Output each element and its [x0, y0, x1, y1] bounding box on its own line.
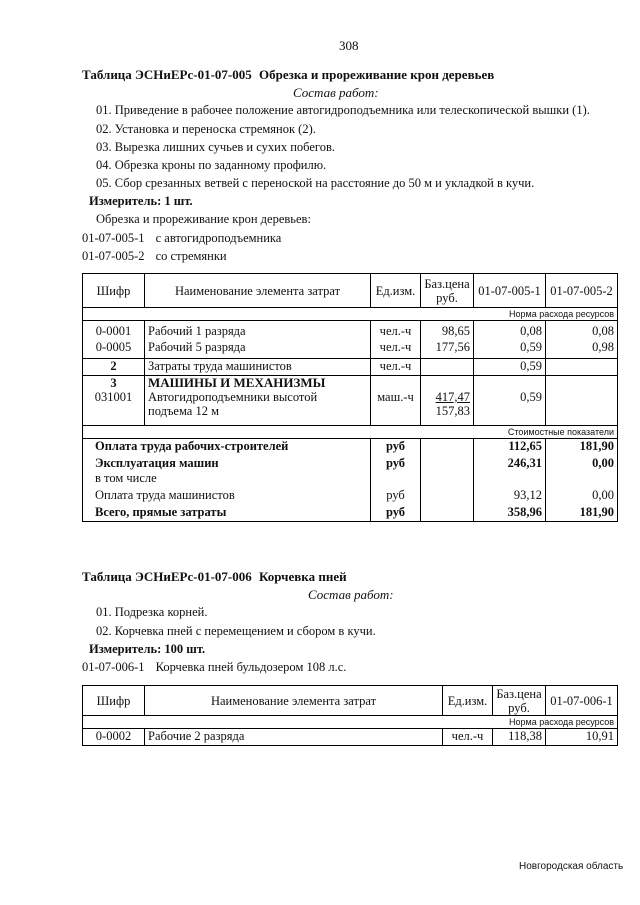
- norma-label: Норма расхода ресурсов: [83, 308, 618, 321]
- cost-unit: руб: [371, 505, 421, 522]
- cost-unit: руб: [371, 456, 421, 471]
- header-col1: 01-07-006-1: [546, 686, 618, 716]
- header-shifr: Шифр: [83, 274, 145, 308]
- row-name: Рабочий 5 разряда: [145, 340, 371, 359]
- row-name: Рабочие 2 разряда: [145, 729, 443, 746]
- row-unit: чел.-ч: [371, 359, 421, 376]
- table-row: [83, 359, 618, 376]
- row-unit: чел.-ч: [371, 340, 421, 359]
- row-v1: 0,59: [474, 340, 546, 359]
- header-col1: 01-07-005-1: [474, 274, 546, 308]
- cost-v2: [546, 471, 618, 488]
- row-price: 118,38: [493, 729, 546, 746]
- table2: [82, 685, 618, 746]
- header-price: [421, 274, 474, 308]
- cost-unit: руб: [371, 439, 421, 456]
- header-price: [493, 686, 546, 716]
- header-name: Наименование элемента затрат: [145, 274, 371, 308]
- table1-step: 01. Приведение в рабочее положение автогидроподъемника или телескопической вышки (1).: [96, 103, 590, 117]
- mach-price2: 157,83: [435, 404, 470, 418]
- table2-header: [83, 686, 618, 716]
- table1-variant: [82, 249, 227, 264]
- table2-izmeritel: Измеритель: 100 шт.: [89, 642, 206, 656]
- table1-header: [83, 274, 618, 308]
- cost-v1: 246,31: [474, 456, 546, 471]
- row-v1: 10,91: [546, 729, 618, 746]
- variant-code: 01-07-005-2: [82, 249, 145, 263]
- table-row: [83, 729, 618, 746]
- cost-v2: 0,00: [546, 456, 618, 471]
- stoim-label: Стоимостные показатели: [83, 426, 618, 439]
- cost-name: Эксплуатация машин: [83, 456, 371, 471]
- table1-step: 05. Сбор срезанных ветвей с переноской на расстояние до 50 м и укладкой в кучи.: [96, 176, 535, 190]
- header-col2: 01-07-005-2: [546, 274, 618, 308]
- variant-code: 01-07-005-1: [82, 231, 145, 245]
- mach-num: 3: [110, 376, 117, 390]
- table1-title: [82, 67, 494, 83]
- table1-step: 04. Обрезка кроны по заданному профилю.: [96, 158, 327, 172]
- row-code: 2: [83, 359, 145, 376]
- row-price: 177,56: [421, 340, 474, 359]
- table2-step: 02. Корчевка пней с перемещением и сбором в кучи.: [96, 624, 376, 638]
- row-price: [421, 376, 474, 426]
- row-unit: чел.-ч: [371, 321, 421, 340]
- norma-label: Норма расхода ресурсов: [83, 716, 618, 729]
- table2-title: [82, 569, 347, 585]
- variant-text: со стремянки: [155, 249, 227, 263]
- cost-row: [83, 488, 618, 505]
- cost-v1: 93,12: [474, 488, 546, 505]
- row-code: 0-0002: [83, 729, 145, 746]
- table2-step: 01. Подрезка корней.: [96, 605, 208, 619]
- cost-unit: [371, 471, 421, 488]
- cost-price: [421, 456, 474, 471]
- cost-v1: [474, 471, 546, 488]
- table2-title-prefix: Таблица ЭСНиЕРс-01-07-006: [82, 569, 252, 584]
- cost-name: Оплата труда машинистов: [83, 488, 371, 505]
- cost-unit: руб: [371, 488, 421, 505]
- table2-variant: [82, 660, 346, 675]
- row-v1: 0,59: [474, 376, 546, 426]
- cost-name: Оплата труда рабочих-строителей: [83, 439, 371, 456]
- header-price-line1: Баз.цена: [496, 686, 542, 701]
- row-price: 98,65: [421, 321, 474, 340]
- table-row: [83, 340, 618, 359]
- row-unit: чел.-ч: [443, 729, 493, 746]
- row-v2: [546, 359, 618, 376]
- variant-text: Корчевка пней бульдозером 108 л.с.: [155, 660, 347, 674]
- cost-price: [421, 488, 474, 505]
- table1-variant: [82, 231, 281, 246]
- cost-row: [83, 439, 618, 456]
- row-name: Затраты труда машинистов: [145, 359, 371, 376]
- cost-row: [83, 505, 618, 522]
- table-row: [83, 321, 618, 340]
- cost-v1: 112,65: [474, 439, 546, 456]
- table2-title-name: Корчевка пней: [258, 569, 347, 584]
- row-v2: 0,98: [546, 340, 618, 359]
- mach-name1: Автогидроподъемники высотой: [148, 390, 318, 404]
- header-price-line2: руб.: [508, 700, 530, 715]
- mach-code: 031001: [94, 390, 133, 404]
- mach-name2: подъема 12 м: [148, 404, 219, 418]
- header-price-line2: руб.: [436, 290, 458, 305]
- row-code: 0-0005: [83, 340, 145, 359]
- cost-price: [421, 505, 474, 522]
- table1: [82, 273, 618, 522]
- mach-head: МАШИНЫ И МЕХАНИЗМЫ: [148, 375, 326, 390]
- cost-row: [83, 471, 618, 488]
- cost-name: Всего, прямые затраты: [83, 505, 371, 522]
- table2-sostav: Состав работ:: [308, 587, 394, 602]
- table1-subtitle: Обрезка и прореживание крон деревьев:: [96, 212, 311, 226]
- variant-text: с автогидроподъемника: [155, 231, 282, 245]
- row-price: [421, 359, 474, 376]
- header-name: Наименование элемента затрат: [145, 686, 443, 716]
- row-v2: 0,08: [546, 321, 618, 340]
- header-shifr: Шифр: [83, 686, 145, 716]
- table1-izmeritel: Измеритель: 1 шт.: [89, 194, 193, 208]
- table1-title-name: Обрезка и прореживание крон деревьев: [258, 67, 495, 82]
- table1-step: 03. Вырезка лишних сучьев и сухих побегов.: [96, 140, 335, 154]
- cost-v2: 181,90: [546, 439, 618, 456]
- row-code: [83, 376, 145, 426]
- cost-v2: 0,00: [546, 488, 618, 505]
- row-name: Рабочий 1 разряда: [145, 321, 371, 340]
- mach-price1: 417,47: [435, 390, 470, 404]
- table1-step: 02. Установка и переноска стремянок (2).: [96, 122, 316, 136]
- table-row-machines: [83, 376, 618, 426]
- cost-price: [421, 471, 474, 488]
- row-v2: [546, 376, 618, 426]
- header-unit: Ед.изм.: [443, 686, 493, 716]
- cost-row: [83, 456, 618, 471]
- cost-price: [421, 439, 474, 456]
- table1-sostav: Состав работ:: [293, 85, 379, 100]
- footer-region: Новгородская область: [519, 861, 624, 872]
- row-v1: 0,08: [474, 321, 546, 340]
- row-name: [145, 376, 371, 426]
- row-v1: 0,59: [474, 359, 546, 376]
- header-price-line1: Баз.цена: [424, 276, 470, 291]
- variant-code: 01-07-006-1: [82, 660, 145, 674]
- cost-v2: 181,90: [546, 505, 618, 522]
- cost-name: в том числе: [83, 471, 371, 488]
- row-code: 0-0001: [83, 321, 145, 340]
- page-number: 308: [339, 38, 359, 53]
- table1-title-prefix: Таблица ЭСНиЕРс-01-07-005: [82, 67, 252, 82]
- cost-v1: 358,96: [474, 505, 546, 522]
- header-unit: Ед.изм.: [371, 274, 421, 308]
- row-unit: маш.-ч: [371, 376, 421, 426]
